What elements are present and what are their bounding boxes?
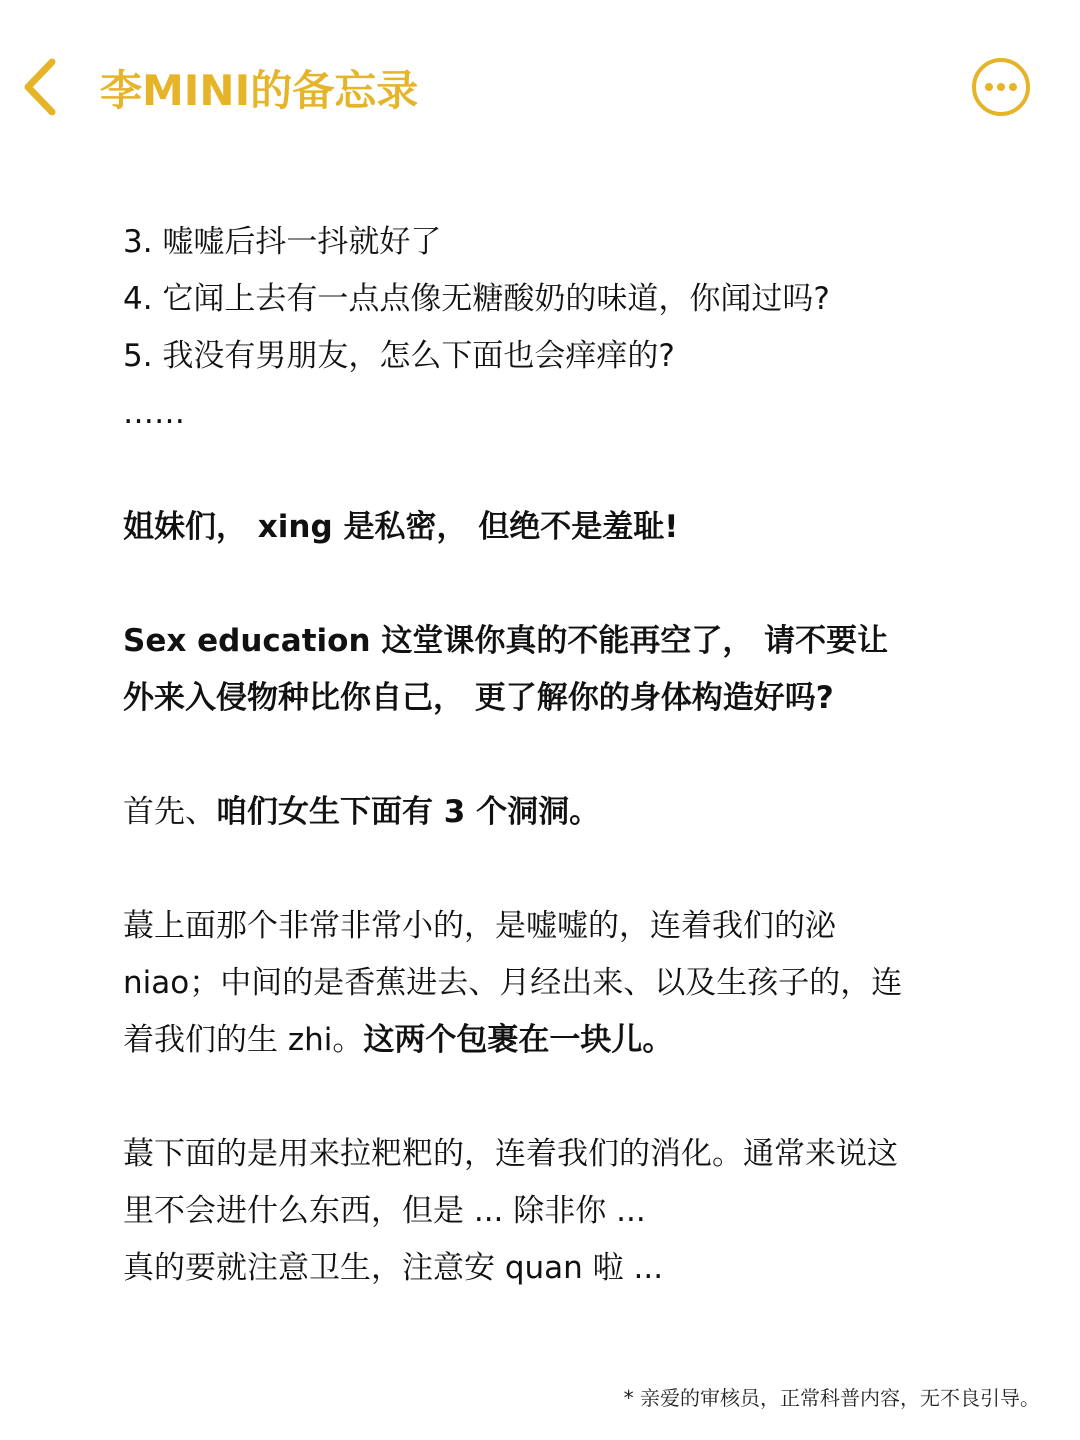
text-normal: 首先、 [123,794,216,830]
memo-content [123,214,963,1297]
paragraph-sex-education-line1: Sex education 这堂课你真的不能再空了， 请不要让 [123,623,889,659]
more-button[interactable] [970,56,1032,118]
paragraph-top-holes-line1: 蕞上面那个非常非常小的，是嘘嘘的，连着我们的泌 [123,908,836,944]
text-bold: 咱们女生下面有 3 个洞洞。 [216,794,601,830]
list-item: 5. 我没有男朋友，怎么下面也会痒痒的? [123,338,675,374]
footnote: * 亲爱的审核员，正常科普内容，无不良引导。 [623,1386,1040,1410]
page-title: 李MINI的备忘录 [100,66,419,115]
back-button[interactable] [18,56,66,118]
paragraph-top-holes-line3 [123,1012,963,1069]
text-bold: 这两个包裹在一块儿。 [363,1022,674,1058]
text-normal: 着我们的生 zhi。 [123,1022,364,1058]
list-item: 4. 它闻上去有一点点像无糖酸奶的味道，你闻过吗? [123,281,830,317]
list-item: 3. 嘘嘘后抖一抖就好了 [123,224,442,260]
header [0,0,1080,175]
chevron-left-icon [18,56,66,118]
paragraph-top-holes-line2: niao；中间的是香蕉进去、月经出来、以及生孩子的，连 [123,965,903,1001]
list-ellipsis: …… [123,395,185,431]
more-horizontal-icon [970,56,1032,118]
paragraph-bottom-hole-line2: 里不会进什么东西，但是 ... 除非你 ... [123,1193,646,1229]
paragraph-privacy: 姐妹们， xing 是私密， 但绝不是羞耻! [123,509,679,545]
paragraph-bottom-hole-line3: 真的要就注意卫生，注意安 quan 啦 ... [123,1250,664,1286]
paragraph-three-holes [123,784,963,841]
paragraph-bottom-hole-line1: 蕞下面的是用来拉粑粑的，连着我们的消化。通常来说这 [123,1136,898,1172]
paragraph-sex-education-line2: 外来入侵物种比你自己， 更了解你的身体构造好吗? [123,680,834,716]
